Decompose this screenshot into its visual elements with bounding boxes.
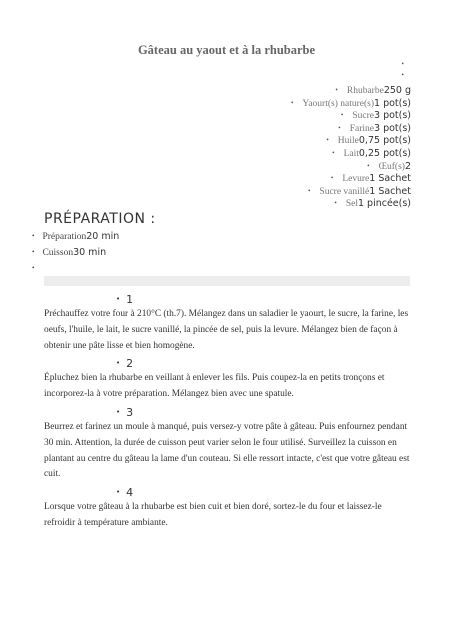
ingredient-item: • Œuf(s)2 (367, 160, 411, 172)
step-text: Épluchez bien la rhubarbe en veillant à enlever les fils. Puis coupez-la en petits tronçons et incorporez-la à votre préparation. Mélangez bien avec une spatule. (44, 373, 385, 400)
ingredient-name: Œuf(s) (378, 161, 405, 172)
empty-bullet-list (384, 60, 404, 82)
step-number: • 1 (116, 293, 134, 306)
ingredient-quantity: 0,25 pot(s) (358, 147, 411, 159)
step-text: Lorsque votre gâteau à la rhubarbe est bien cuit et bien doré, sortez-le du four et laissez-le refroidir à température ambiante. (44, 502, 382, 528)
time-value: 20 min (86, 231, 120, 242)
ingredient-item: • Levure1 Sachet (330, 173, 411, 185)
ingredient-quantity: 0,75 pot(s) (358, 135, 411, 147)
ingredient-quantity: 250 g (383, 85, 411, 96)
step-number: • 2 (116, 357, 134, 371)
step-number: • 3 (116, 405, 134, 419)
ingredient-item: • Sel1 pincée(s) (334, 198, 411, 210)
preparation-heading: PRÉPARATION : (44, 211, 156, 227)
section-divider (44, 276, 410, 286)
ingredient-name: Huile (337, 136, 359, 147)
bullet-dot: • (401, 71, 404, 79)
ingredient-quantity: 3 pot(s) (374, 122, 411, 134)
ingredient-list (291, 83, 411, 209)
time-item: • Préparation20 min (32, 231, 120, 242)
time-item: • Cuisson30 min (32, 247, 107, 258)
ingredient-item: • Rhubarbe250 g (335, 85, 411, 96)
ingredient-item: • Lait0,25 pot(s) (332, 147, 411, 159)
ingredient-name: Levure (342, 174, 370, 185)
ingredient-name: Rhubarbe (346, 86, 384, 96)
ingredient-item: • Sucre vanillé1 Sachet (307, 185, 411, 197)
step-number: • 4 (116, 486, 134, 500)
recipe-title: Gâteau au yaout et à la rhubarbe (137, 43, 316, 57)
ingredient-name: Yaourt(s) nature(s) (302, 98, 374, 109)
ingredient-item: • Yaourt(s) nature(s)1 pot(s) (290, 97, 411, 109)
ingredient-quantity: 2 (404, 160, 411, 172)
ingredient-name: Lait (343, 148, 359, 159)
time-label: Cuisson (42, 248, 74, 258)
ingredient-quantity: 1 pot(s) (374, 97, 411, 109)
step-text: Préchauffez votre four à 210°C (th.7). Mélangez dans un saladier le yaourt, le sucre, la farine, les oeufs, l'huile, le lait, le sucre vanillé, la pincée de sel, puis la levure. Mélangez bien de façon à obtenir une pâte lisse et bien homogène. (44, 309, 409, 351)
time-item-empty: • (32, 264, 35, 272)
ingredient-item: • Farine3 pot(s) (338, 122, 411, 134)
bullet-dot: • (401, 60, 404, 68)
ingredient-name: Sucre vanillé (319, 186, 370, 197)
time-label: Préparation (42, 232, 87, 242)
ingredient-item: • Sucre3 pot(s) (340, 110, 411, 122)
ingredient-item: • Huile0,75 pot(s) (326, 135, 411, 147)
ingredient-quantity: 1 Sachet (369, 185, 411, 197)
step-list (44, 291, 412, 533)
ingredient-name: Sucre (352, 111, 374, 122)
time-list (32, 227, 119, 275)
ingredient-quantity: 3 pot(s) (374, 110, 411, 122)
ingredient-quantity: 1 pincée(s) (357, 198, 411, 210)
ingredient-quantity: 1 Sachet (369, 173, 411, 185)
ingredient-name: Farine (349, 123, 374, 134)
ingredient-name: Sel (345, 199, 358, 210)
time-value: 30 min (73, 247, 107, 258)
step-text: Beurrez et farinez un moule à manqué, puis versez-y votre pâte à gâteau. Puis enfournez pendant 30 min. Attention, la durée de cuisson peut varier selon le four utilisé. Surveillez la cuisson en plantant au centre du gâteau la lame d'un couteau. Si elle ressort intacte, c'est que votre gâteau est cuit. (44, 421, 410, 480)
